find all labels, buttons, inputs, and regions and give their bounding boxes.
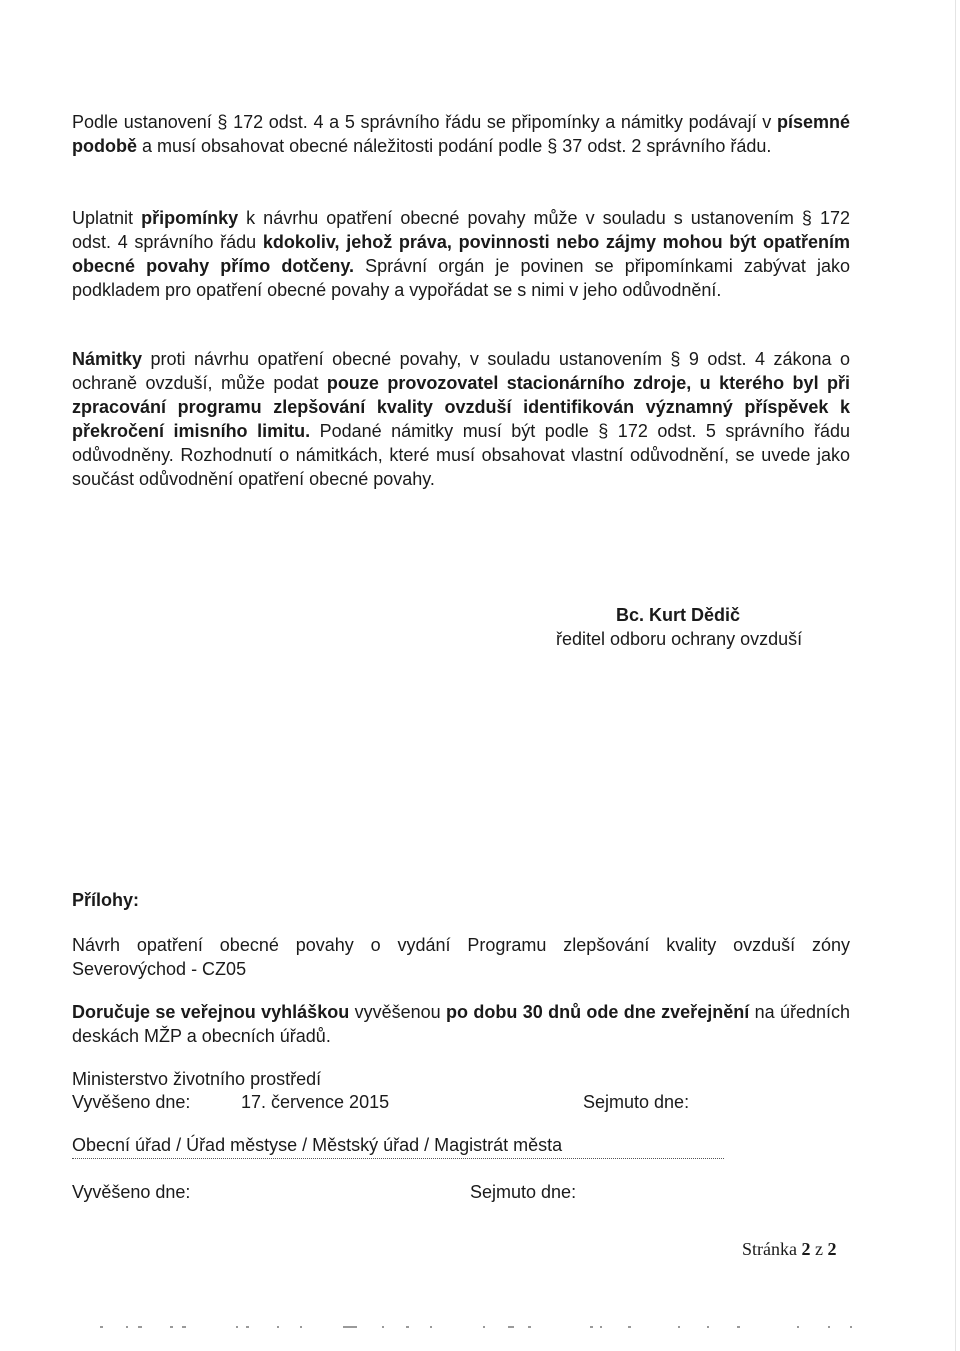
ministry-posted-label: Vyvěšeno dne: bbox=[72, 1092, 191, 1112]
attachments-heading: Přílohy: bbox=[72, 890, 140, 910]
scan-edge-line bbox=[955, 0, 956, 1351]
signatory-name: Bc. Kurt Dědič bbox=[616, 605, 741, 625]
municipal-offices: Obecní úřad / Úřad městyse / Městský úřad / Magistrát města bbox=[72, 1135, 563, 1155]
attachment-item: Návrh opatření obecné povahy o vydání Programu zlepšování kvality ovzduší zóny Severovýchod - CZ05 bbox=[72, 935, 850, 979]
signature-block bbox=[556, 603, 856, 651]
bold-who-may-object: pouze provozovatel stacionárního zdroje, u kterého byl při zpracování programu zlepšování kvality ovzduší identifikován významný příspěvek k překročení imisního limitu. bbox=[72, 373, 851, 441]
ministry-name: Ministerstvo životního prostředí bbox=[72, 1069, 322, 1089]
page-number: Stránka 2 z 2 bbox=[742, 1239, 837, 1259]
bold-comments: připomínky bbox=[141, 208, 239, 228]
bold-written-form: písemné podobě bbox=[72, 112, 850, 156]
ministry-removed-label: Sejmuto dne: bbox=[583, 1092, 690, 1112]
paragraph-form-requirements: Podle ustanovení § 172 odst. 4 a 5 správního řádu se připomínky a námitky podávají v písemné podobě a musí obsahovat obecné náležitosti podání podle § 37 odst. 2 správního řádu. bbox=[72, 112, 850, 156]
bold-who-may-comment: kdokoliv, jehož práva, povinnosti nebo zájmy mohou být opatřením obecné povahy přímo dotčeny. bbox=[72, 232, 850, 276]
paragraph-delivery: Doručuje se veřejnou vyhláškou vyvěšenou po dobu 30 dnů ode dne zveřejnění na úředních deskách MŽP a obecních úřadů. bbox=[72, 1002, 851, 1046]
signatory-title: ředitel odboru ochrany ovzduší bbox=[556, 629, 803, 649]
municipal-removed-label: Sejmuto dne: bbox=[470, 1182, 577, 1202]
bold-delivery: Doručuje se veřejnou vyhláškou bbox=[72, 1002, 350, 1022]
ministry-posted-date: 17. července 2015 bbox=[241, 1092, 390, 1112]
bold-objections: Námitky bbox=[72, 349, 143, 369]
paragraph-comments: Uplatnit připomínky k návrhu opatření obecné povahy může v souladu s ustanovením § 172 odst. 4 správního řádu kdokoliv, jehož práva, povinnosti nebo zájmy mohou být opatřením obecné povahy přímo dotčeny. Správní orgán je povinen se připomínkami zabývat jako podkladem pro opatření obecné povahy a vypořádat se s nimi v jeho odůvodnění. bbox=[72, 208, 850, 300]
dotted-separator bbox=[72, 1158, 724, 1159]
scan-specks bbox=[0, 1320, 960, 1334]
bold-duration: po dobu 30 dnů ode dne zveřejnění bbox=[446, 1002, 750, 1022]
municipal-posted-label: Vyvěšeno dne: bbox=[72, 1182, 191, 1202]
paragraph-objections: Námitky proti návrhu opatření obecné povahy, v souladu ustanovením § 9 odst. 4 zákona o ochraně ovzduší, může podat pouze provozovatel stacionárního zdroje, u kterého byl při zpracování programu zlepšování kvality ovzduší identifikován významný příspěvek k překročení imisního limitu. Podané námitky musí být podle § 172 odst. 5 správního řádu odůvodněny. Rozhodnutí o námitkách, které musí obsahovat vlastní odůvodnění, se uvede jako součást odůvodnění opatření obecné povahy. bbox=[72, 349, 851, 489]
